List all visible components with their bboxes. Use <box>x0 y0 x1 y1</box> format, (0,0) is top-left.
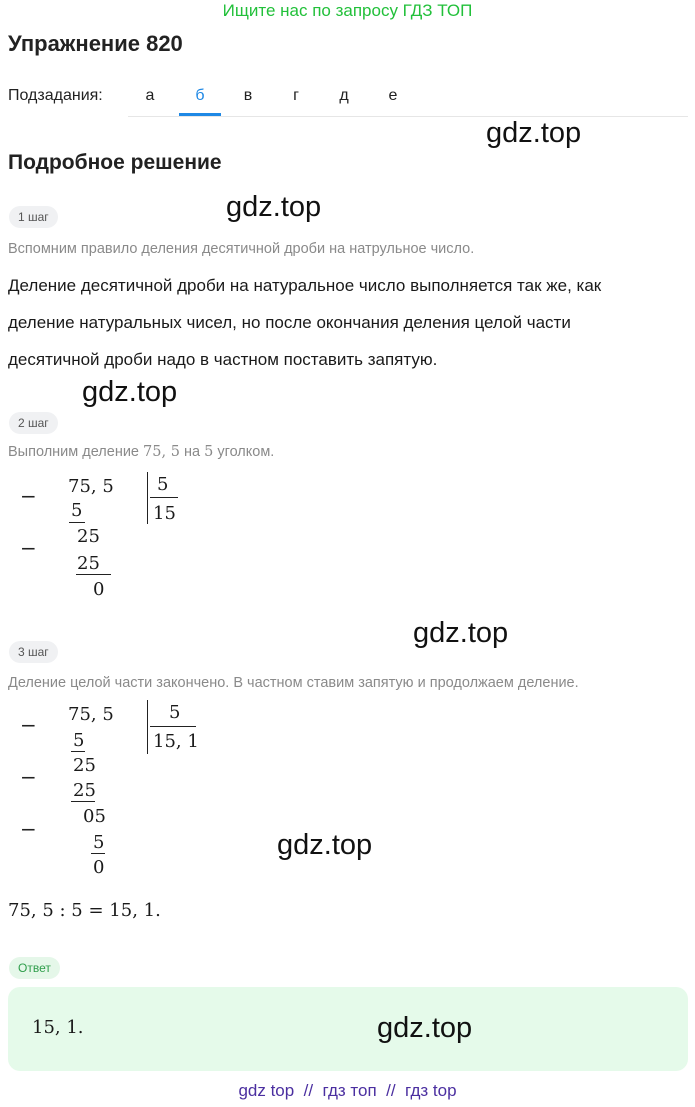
step-3-result: 75, 5 : 5 = 15, 1. <box>8 900 161 921</box>
step-3-badge: 3 шаг <box>9 641 58 663</box>
tab-d[interactable]: д <box>339 87 349 104</box>
answer-badge: Ответ <box>9 957 60 979</box>
subtasks-tabs <box>128 76 688 117</box>
tab-v[interactable]: в <box>243 87 253 104</box>
dividend: 75, 5 <box>68 704 114 725</box>
subtraction-line <box>69 522 85 523</box>
division-horizontal-line <box>150 497 178 498</box>
hint-text: Выполним деление <box>8 444 139 460</box>
tab-e[interactable]: е <box>388 87 398 104</box>
subtrahend: 25 <box>73 780 96 801</box>
subtrahend: 5 <box>71 500 83 521</box>
minus-sign: − <box>20 484 37 508</box>
quotient: 15, 1 <box>153 731 199 752</box>
remainder: 05 <box>83 806 106 827</box>
division-vertical-line <box>147 700 148 754</box>
step-2-hint <box>8 444 274 460</box>
minus-sign: − <box>20 536 37 560</box>
step-2-badge: 2 шаг <box>9 412 58 434</box>
step-1-line: деление натуральных чисел, но после окончания деления целой части <box>8 313 571 332</box>
step-1-line: десятичной дроби надо в частном поставить запятую. <box>8 350 438 369</box>
watermark: gdz.top <box>226 191 322 223</box>
watermark: gdz.top <box>486 117 582 149</box>
subtrahend: 5 <box>93 832 105 853</box>
exercise-title: Упражнение 820 <box>8 31 183 56</box>
minus-sign: − <box>20 765 37 789</box>
step-1-line: Деление десятичной дроби на натуральное число выполняется так же, как <box>8 276 602 295</box>
step-2-long-division <box>0 470 695 610</box>
top-banner[interactable]: Ищите нас по запросу ГДЗ ТОП <box>222 1 473 20</box>
answer-box <box>8 987 688 1071</box>
remainder: 25 <box>77 526 100 547</box>
dividend: 75, 5 <box>68 476 114 497</box>
division-vertical-line <box>147 472 148 524</box>
subtraction-line <box>76 574 111 575</box>
division-horizontal-line <box>150 726 196 727</box>
step-1-badge: 1 шаг <box>9 206 58 228</box>
watermark: gdz.top <box>377 1012 473 1044</box>
minus-sign: − <box>20 817 37 841</box>
tab-a[interactable]: а <box>145 87 155 104</box>
tab-g[interactable]: г <box>293 87 299 104</box>
subtraction-line <box>71 801 95 802</box>
hint-text: уголком. <box>217 444 275 460</box>
answer-value: 15, 1. <box>32 1017 84 1038</box>
divisor: 5 <box>157 474 169 495</box>
divisor: 5 <box>169 702 181 723</box>
solution-title: Подробное решение <box>8 151 222 174</box>
tab-b[interactable]: б <box>179 76 221 116</box>
step-1-hint: Вспомним правило деления десятичной дроби на натрульное число. <box>8 241 475 257</box>
quotient: 15 <box>153 503 176 524</box>
remainder: 0 <box>93 579 105 600</box>
remainder: 0 <box>93 857 105 878</box>
hint-number: 5 <box>204 444 214 460</box>
hint-text: на <box>183 444 201 460</box>
subtrahend: 25 <box>77 553 100 574</box>
subtraction-line <box>91 853 105 854</box>
step-3-hint: Деление целой части закончено. В частном ставим запятую и продолжаем деление. <box>8 675 579 691</box>
step-1-text <box>8 267 688 378</box>
footer-links[interactable]: gdz top // гдз топ // гдз top <box>238 1081 457 1100</box>
subtasks-label: Подзадания: <box>8 87 103 104</box>
watermark: gdz.top <box>277 829 373 861</box>
hint-number: 75, 5 <box>143 444 180 460</box>
subtraction-line <box>71 751 85 752</box>
watermark: gdz.top <box>413 617 509 649</box>
minus-sign: − <box>20 713 37 737</box>
watermark: gdz.top <box>82 376 178 408</box>
remainder: 25 <box>73 755 96 776</box>
subtrahend: 5 <box>73 730 85 751</box>
